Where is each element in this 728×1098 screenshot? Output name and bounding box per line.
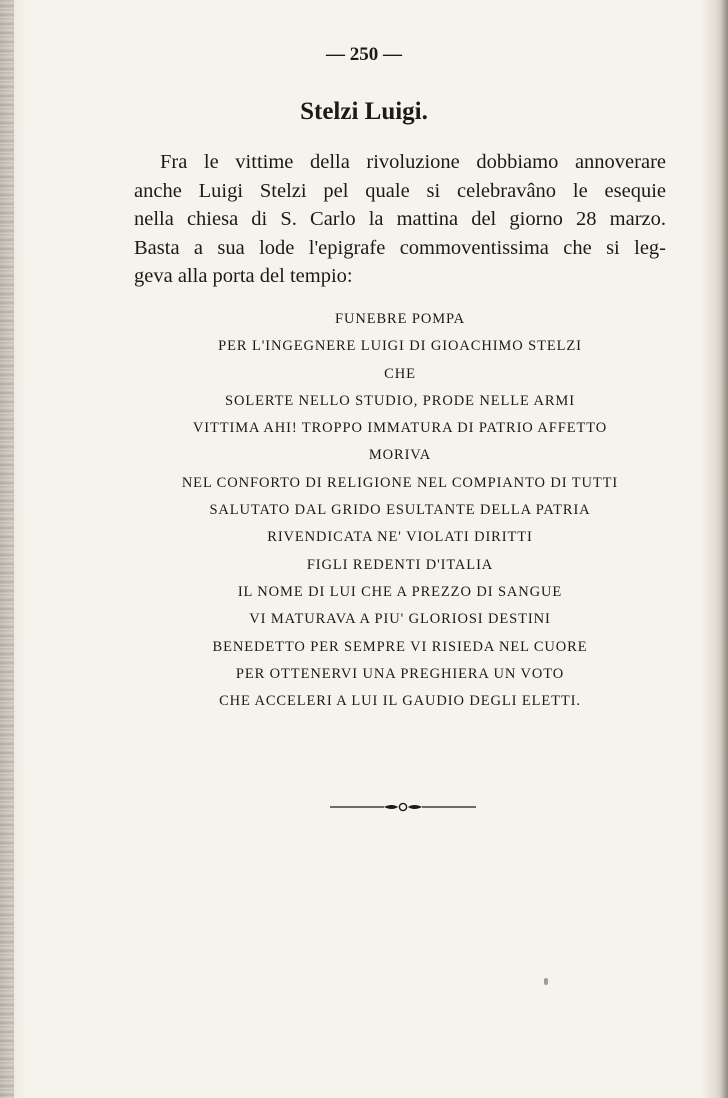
epigraph-line: SALUTATO DAL GRIDO ESULTANTE DELLA PATRIA xyxy=(209,502,591,519)
epigraph-line: VITTIMA AHI! TROPPO IMMATURA DI PATRIO AFFETTO xyxy=(192,420,608,437)
epigraph-line: PER OTTENERVI UNA PREGHIERA UN VOTO xyxy=(235,665,565,682)
section-divider-ornament-icon xyxy=(328,797,478,817)
page-number: — 250 — xyxy=(326,44,402,65)
epigraph-line: FIGLI REDENTI D'ITALIA xyxy=(306,556,494,573)
epigraph-line: VI MATURAVA A PIU' GLORIOSI DESTINI xyxy=(249,611,551,628)
paragraph-line: Fra le vittime della rivoluzione dobbiamo annoverare xyxy=(160,151,666,173)
paragraph-line: geva alla porta del tempio: xyxy=(134,265,353,287)
page-binding-edge xyxy=(0,0,14,1098)
epigraph-line: NEL CONFORTO DI RELIGIONE NEL COMPIANTO DI TUTTI xyxy=(181,474,619,491)
paragraph-line: anche Luigi Stelzi pel quale si celebravâno le esequie xyxy=(134,179,666,202)
paragraph-line: Basta a sua lode l'epigrafe commoventissima che si leg- xyxy=(134,236,666,259)
body-paragraph xyxy=(134,148,666,291)
epigraph-line: CHE ACCELERI A LUI IL GAUDIO DEGLI ELETTI. xyxy=(219,693,581,710)
page-right-edge xyxy=(720,0,728,1098)
epigraph-line: RIVENDICATA NE' VIOLATI DIRITTI xyxy=(267,529,533,546)
epigraph-line: SOLERTE NELLO STUDIO, PRODE NELLE ARMI xyxy=(225,392,575,409)
epigraph xyxy=(134,306,666,715)
paragraph-line: nella chiesa di S. Carlo la mattina del giorno 28 marzo. xyxy=(134,208,666,230)
epigraph-line: PER L'INGEGNERE LUIGI DI GIOACHIMO STELZI xyxy=(218,338,582,355)
epigraph-line: FUNEBRE POMPA xyxy=(334,311,466,327)
epigraph-line: BENEDETTO PER SEMPRE VI RISIEDA NEL CUORE xyxy=(212,638,588,655)
epigraph-line: IL NOME DI LUI CHE A PREZZO DI SANGUE xyxy=(237,583,563,600)
paper-speck xyxy=(544,978,548,985)
epigraph-line: MORIVA xyxy=(368,447,432,464)
section-title: Stelzi Luigi. xyxy=(300,98,428,125)
epigraph-line: CHE xyxy=(384,365,416,382)
